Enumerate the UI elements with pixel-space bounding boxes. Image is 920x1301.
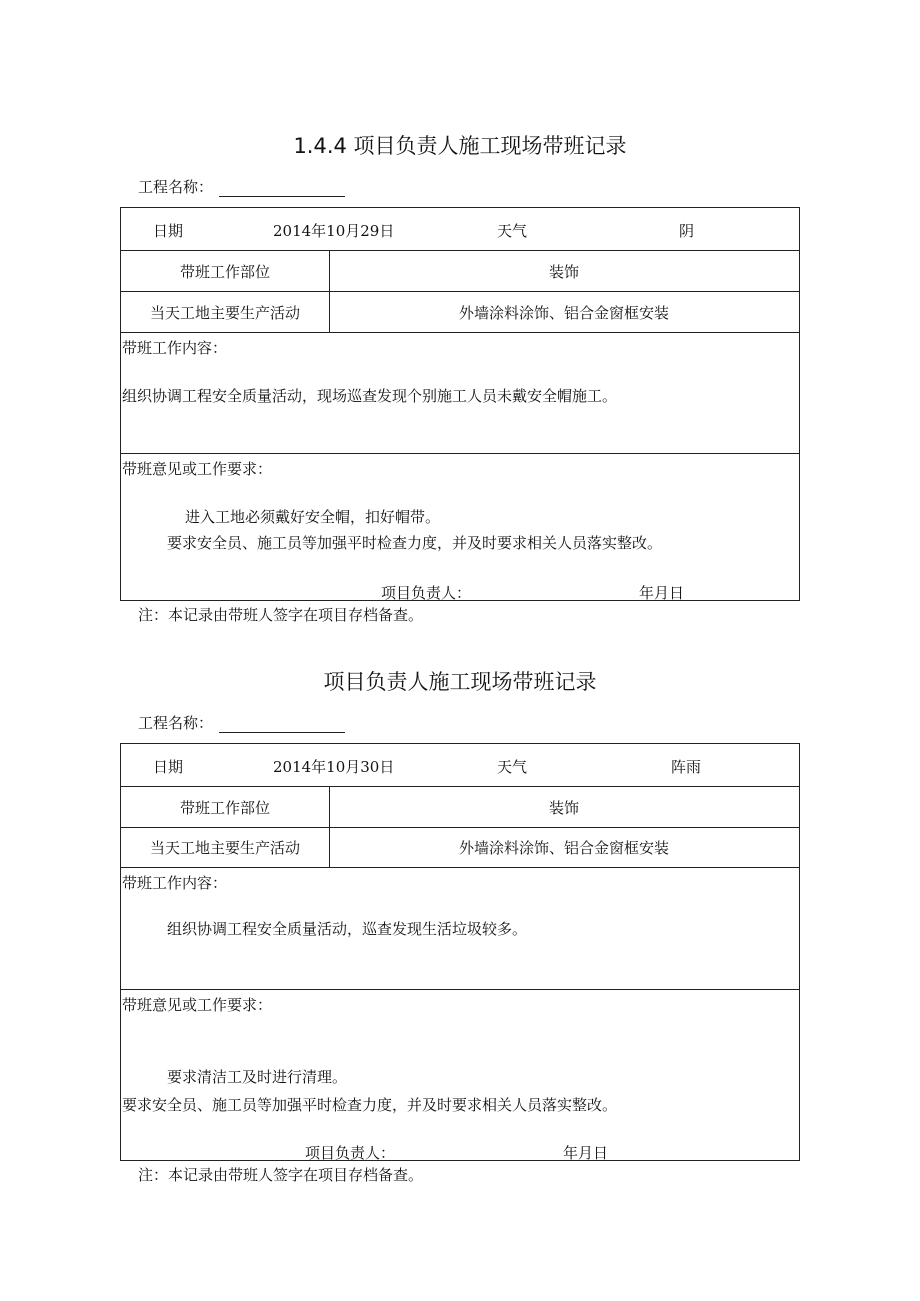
activity-row [121,828,799,868]
record-1-title: 1.4.4 项目负责人施工现场带班记录 [293,134,627,158]
signer-label: 项目负责人： [305,1144,396,1162]
dept-value: 装饰 [548,262,579,281]
opinion-label: 带班意见或工作要求： [122,996,273,1014]
date-label: 日期 [153,222,184,240]
weather-value: 阴 [679,222,695,240]
dept-label: 带班工作部位 [179,798,270,817]
opinion-line-2: 要求安全员、施工员等加强平时检查力度，并及时要求相关人员落实整改。 [167,534,663,552]
record-2-note: 注：本记录由带班人签字在项目存档备查。 [138,1166,424,1184]
dept-label: 带班工作部位 [179,262,270,281]
record-1-project-name [138,176,345,197]
record-2-title: 项目负责人施工现场带班记录 [323,670,597,694]
weather-value: 阵雨 [671,758,702,776]
activity-label: 当天工地主要生产活动 [149,839,300,857]
sign-date-label: 年月日 [563,1144,609,1162]
content-row [121,868,799,990]
date-weather-row [121,208,799,251]
project-name-blank [219,182,345,197]
record-1-note: 注：本记录由带班人签字在项目存档备查。 [138,606,424,624]
sign-date-label: 年月日 [639,584,685,602]
activity-value: 外墙涂料涂饰、铝合金窗框安装 [458,839,669,857]
date-label: 日期 [153,758,184,776]
content-text: 组织协调工程安全质量活动，巡查发现生活垃圾较多。 [167,920,528,938]
content-label: 带班工作内容： [122,874,228,892]
record-2-project-name [138,712,345,733]
dept-value: 装饰 [548,798,579,817]
opinion-line-1: 进入工地必须戴好安全帽，扣好帽带。 [185,508,441,526]
content-row [121,333,799,454]
opinion-row [121,990,799,1160]
opinion-line-1: 要求清洁工及时进行清理。 [167,1068,348,1086]
opinion-row [121,454,799,600]
project-name-label: 工程名称： [138,178,214,196]
activity-label: 当天工地主要生产活动 [149,303,300,322]
record-2-table [120,743,800,1161]
date-value: 2014年10月29日 [273,222,395,240]
record-1-table [120,207,800,601]
project-name-label: 工程名称： [138,714,214,732]
dept-row [121,251,799,292]
weather-label: 天气 [497,222,528,240]
project-name-blank [219,718,345,733]
weather-label: 天气 [497,758,528,776]
opinion-label: 带班意见或工作要求： [122,460,273,478]
activity-row [121,292,799,333]
opinion-line-2: 要求安全员、施工员等加强平时检查力度，并及时要求相关人员落实整改。 [122,1096,618,1114]
signer-label: 项目负责人： [381,584,472,602]
dept-row [121,787,799,828]
date-value: 2014年10月30日 [273,758,395,776]
activity-value: 外墙涂料涂饰、铝合金窗框安装 [458,303,669,322]
date-weather-row [121,744,799,787]
content-text: 组织协调工程安全质量活动，现场巡查发现个别施工人员未戴安全帽施工。 [122,387,618,405]
content-label: 带班工作内容： [122,339,228,357]
